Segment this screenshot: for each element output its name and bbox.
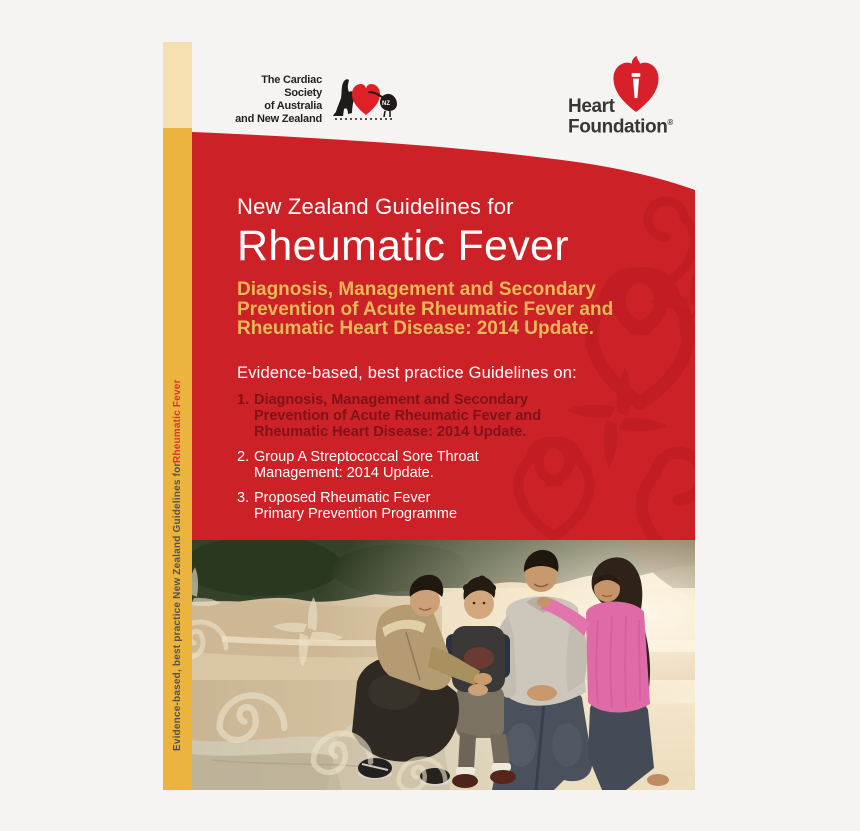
- cover-photo: [192, 540, 695, 790]
- guidelines-list-heading: Evidence-based, best practice Guidelines on:: [237, 363, 577, 382]
- hf-line-2: Foundation®: [568, 116, 673, 138]
- guidelines-list: [237, 392, 667, 522]
- hf-line-1: Heart: [568, 96, 615, 117]
- svg-text:NZ: NZ: [382, 101, 390, 107]
- subtitle-line-1: Diagnosis, Management and Secondary: [237, 279, 596, 300]
- subtitle-line-2: Prevention of Acute Rheumatic Fever and: [237, 298, 614, 320]
- cs-line-1: The Cardiac Society: [261, 74, 322, 99]
- beach-children-illustration: [192, 540, 695, 790]
- spine-vertical-title: [163, 366, 192, 764]
- page-title: Rheumatic Fever: [237, 222, 569, 270]
- item-text: Proposed Rheumatic Fever Primary Prevention Programme: [254, 489, 458, 522]
- spine-text-highlight: Rheumatic Fever: [172, 378, 183, 463]
- item-number: 1.: [237, 391, 250, 408]
- registered-mark: ®: [667, 118, 673, 127]
- guideline-item-2: [237, 449, 667, 481]
- subtitle-line-3: Rheumatic Heart Disease: 2014 Update.: [237, 318, 594, 339]
- item-number: 3.: [237, 489, 250, 506]
- item-text: Group A Streptococcal Sore Throat Management: 2014 Update.: [254, 448, 479, 481]
- kangaroo-heart-kiwi-icon: [329, 70, 401, 126]
- title-eyebrow: New Zealand Guidelines for: [237, 194, 514, 219]
- item-text: Diagnosis, Management and Secondary Prevention of Acute Rheumatic Fever and Rheumatic Heart Disease: 2014 Update.: [254, 391, 542, 440]
- cardiac-society-logo: [229, 70, 401, 126]
- item-number: 2.: [237, 448, 250, 465]
- red-wave-shape: [192, 128, 695, 191]
- subtitle: [237, 280, 667, 339]
- cs-line-2: of Australia: [264, 100, 322, 112]
- guideline-item-1: [237, 392, 667, 440]
- cardiac-society-wordmark: [229, 70, 322, 126]
- title-banner: [192, 190, 695, 540]
- cs-line-3: and New Zealand: [235, 113, 322, 125]
- heart-foundation-logo: [566, 56, 700, 136]
- guideline-item-3: [237, 490, 667, 522]
- banner-text-block: [237, 194, 667, 522]
- spine-text: Evidence-based, best practice New Zealand Guidelines for: [172, 462, 183, 752]
